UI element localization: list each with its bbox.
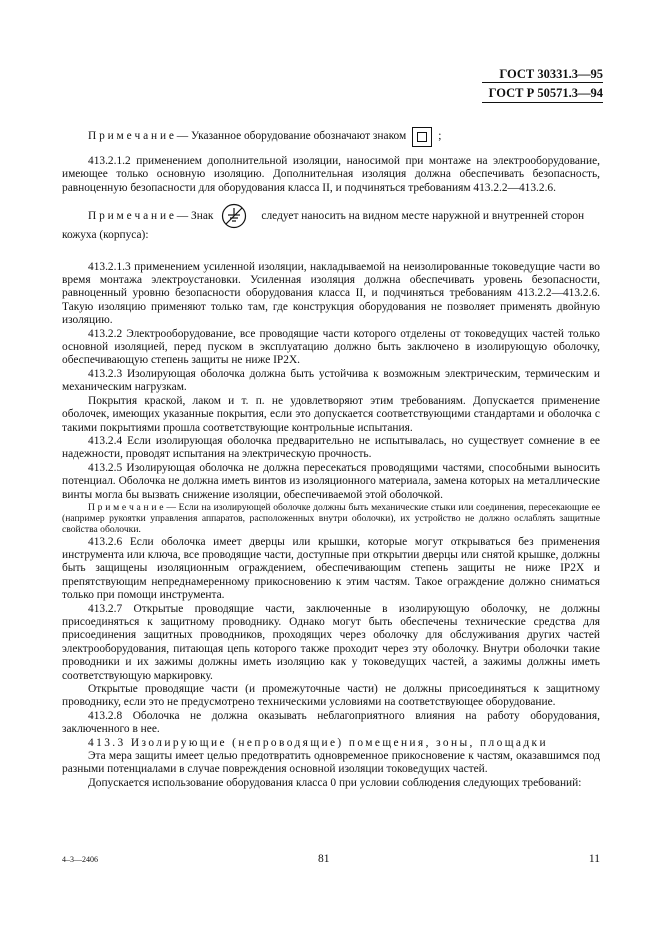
- header-rule-2: [482, 102, 603, 103]
- note2-text: П р и м е ч а н и е — Знак: [88, 209, 214, 222]
- no-earth-symbol-icon: [221, 203, 247, 229]
- paragraph-413-2-4: 413.2.4 Если изолирующая оболочка предварительно не испытывалась, но существует сомнение в ее надежности, проводят испытания на электрическую прочность.: [62, 434, 600, 461]
- paragraph-class-0: Допускается использование оборудования класса 0 при условии соблюдения следующих требований:: [88, 776, 582, 789]
- note1-suffix: ;: [438, 130, 442, 143]
- note2-suffix: следует наносить на видном месте наружной и внутренней сторон: [261, 209, 585, 222]
- document-body: [62, 119, 600, 790]
- paragraph-413-2-8: 413.2.8 Оболочка не должна оказывать неблагоприятного влияния на работу оборудования, заключенного в нее.: [62, 709, 600, 736]
- paragraph-413-2-5: 413.2.5 Изолирующая оболочка не должна пересекаться проводящими частями, способными выносить потенциал. Оболочка не должна иметь винтов из изоляционного материала, замена которых на металлические винты могла бы вызвать снижение изоляции, обеспечиваемой этой оболочкой.: [62, 461, 600, 501]
- note-class-ii-symbol: [62, 127, 600, 147]
- section-heading-413-3: 413.3 Изолирующие (непроводящие) помещения, зоны, площадки: [88, 736, 548, 749]
- paragraph-413-2-1-2: 413.2.1.2 применением дополнительной изоляции, наносимой при монтаже на электрооборудование, имеющее только основную изоляцию. Дополнительная изоляция должна обеспечивать безопасность, равноценную безопасности для оборудования класса II, и подчиняться требованиям 413.2.2—413.2.6.: [62, 155, 600, 194]
- paragraph-413-2-7: 413.2.7 Открытые проводящие части, заключенные в изолирующую оболочку, не должны присоединяться к защитному проводнику. Однако могут быть обеспечены технические средства для присоединения защитных проводников, проходящих через оболочку для обслуживания других частей электрооборудования, питающая цепь которого также проходит через эту оболочку. Внутри оболочки такие проводники и их зажимы должны иметь изоляцию как у токоведущих частей, а зажимы должны иметь соответствующую маркировку.: [62, 602, 600, 682]
- standard-number-2: ГОСТ Р 50571.3—94: [488, 86, 603, 100]
- standard-number-1: ГОСТ 30331.3—95: [499, 67, 603, 81]
- paragraph-purpose: Эта мера защиты имеет целью предотвратить одновременное прикосновение к частям, оказавшимся под разными потенциалами в случае повреждения основной изоляции токоведущих частей.: [62, 750, 600, 776]
- paragraph-413-2-1-3: 413.2.1.3 применением усиленной изоляции, накладываемой на неизолированные токоведущие части во время монтажа электроустановки. Усиленная изоляция должна обеспечивать уровень безопасности, равноценный уровню безопасности оборудования класса II, и подчиняться требованиям 413.2.2—413.2.6. Такую изоляцию применяют только там, где конструкция оборудования не позволяет применять двойную изоляцию.: [62, 260, 600, 327]
- double-square-icon: [412, 127, 432, 147]
- note3-text: — Если на изолирующей оболочке должны быть механические стыки или соединения, пересекающие ее (например рукоятки управления аппаратов, расположенных внутри оболочки), их устройство не должно ослаблять защитные свойства оболочки.: [62, 501, 600, 536]
- note-no-ground-symbol: [62, 203, 600, 229]
- paragraph-413-2-6: 413.2.6 Если оболочка имеет дверцы или крышки, которые могут открываться без применения инструмента или ключа, все проводящие части, доступные при открытии дверцы или снятой крышке, должны быть защищены изоляционным ограждением, обеспечивающим степень защиты не ниже IP2X и препятствующим непреднамеренному прикосновению к этим частям. Такое ограждение должно сниматься только при помощи инструмента.: [62, 535, 600, 602]
- paragraph-413-2-3: 413.2.3 Изолирующая оболочка должна быть устойчива к возможным электрическим, термическим и механическим нагрузкам.: [62, 367, 600, 394]
- print-code: 4–3—2406: [62, 855, 98, 864]
- page-number-right: 11: [588, 853, 600, 865]
- header-rule-1: [482, 82, 603, 83]
- paragraph-413-2-2: 413.2.2 Электрооборудование, все проводящие части которого отделены от токоведущих частей только основной изоляцией, перед пуском в эксплуатацию должно быть заключено в изолирующую оболочку, обеспечивающую степень защиты не ниже IP2X.: [62, 327, 600, 367]
- paragraph-exposed-parts: Открытые проводящие части (и промежуточные части) не должны присоединяться к защитному проводнику, если это не предусмотрено техническими условиями на соответствующее оборудование.: [62, 683, 600, 709]
- note-mechanical-joints: [62, 502, 600, 536]
- note1-text: П р и м е ч а н и е — Указанное оборудование обозначают знаком: [88, 130, 407, 143]
- page-number-center: 81: [318, 853, 330, 865]
- note2-continuation: кожуха (корпуса):: [62, 229, 149, 242]
- note3-label: П р и м е ч а н и е: [88, 501, 164, 513]
- paragraph-coatings: Покрытия краской, лаком и т. п. не удовлетворяют этим требованиям. Допускается применение оболочек, имеющих указанные покрытия, если это допускается соответствующими стандартами и оболочка с такими покрытиями прошла соответствующие контрольные испытания.: [62, 394, 600, 434]
